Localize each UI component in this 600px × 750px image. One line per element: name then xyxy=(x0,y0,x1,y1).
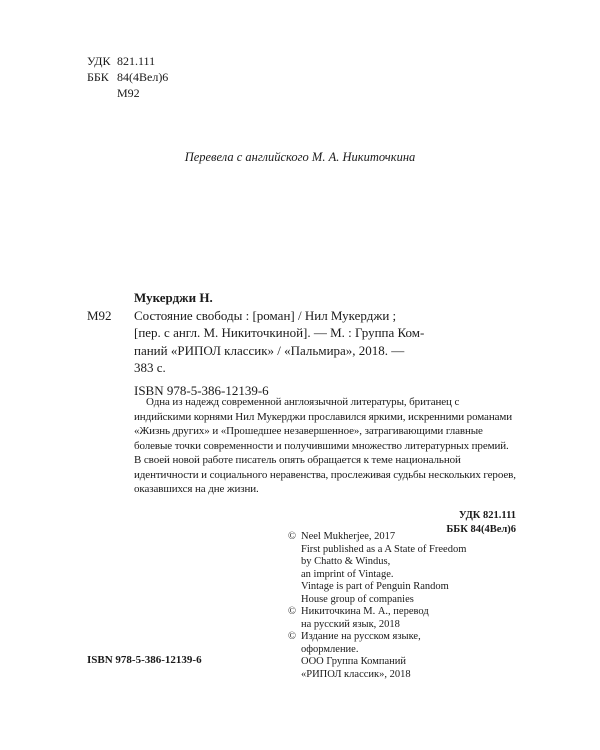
bbk-value: 84(4Вел)6 xyxy=(117,70,169,84)
copyright-block xyxy=(288,531,528,681)
copyright-line: House group of companies xyxy=(301,593,414,605)
isbn-bottom: ISBN 978-5-386-12139-6 xyxy=(87,654,202,666)
description-line: [пер. с англ. М. Никиточкиной]. — М. : Группа Ком- xyxy=(134,325,425,340)
copyright-item xyxy=(288,606,528,631)
bbk-bottom: ББК 84(4Вел)6 xyxy=(446,524,516,535)
bbk-row xyxy=(87,69,168,85)
udk-bottom: УДК 821.111 xyxy=(458,510,516,521)
copyright-line: Neel Mukherjee, 2017 xyxy=(301,531,396,542)
bbk-label: ББК xyxy=(87,70,109,84)
copyright-item xyxy=(288,531,528,606)
description-line: 383 с. xyxy=(134,360,166,375)
author-mark: М92 xyxy=(87,307,112,323)
bibliographic-description xyxy=(134,307,517,377)
copyright-line: Издание на русском языке, xyxy=(301,631,421,642)
copyright-line: ООО Группа Компаний xyxy=(301,656,406,667)
copyright-line: by Chatto & Windus, xyxy=(301,556,391,567)
entry-row xyxy=(87,307,517,377)
copyright-line: First published as a A State of Freedom xyxy=(301,543,467,555)
description-line: паний «РИПОЛ классик» / «Пальмира», 2018. — xyxy=(134,342,405,358)
annotation-text: Одна из надежд современной англоязычной литературы, британец с индийскими корнями Нил Мукерджи прославился яркими, искренними романами «Жизнь других» и «Прошедшее незавершенное», затрагивающими главные болевые точки современности и получившими множество литературных премий. В своей новой работе писатель опять обращается к теме национальной идентичности и социального неравенства, прослеживая судьбы нескольких героев, оказавшихся на дне жизни. xyxy=(134,396,516,495)
copyright-symbol: © xyxy=(288,606,296,617)
copyright-line: оформление. xyxy=(301,643,359,655)
udk-label: УДК xyxy=(87,54,111,68)
udk-row xyxy=(87,53,168,69)
classification-block xyxy=(87,53,168,101)
isbn-record: ISBN 978-5-386-12139-6 xyxy=(134,382,269,398)
copyright-symbol: © xyxy=(288,531,296,542)
translator-note: Перевела с английского М. А. Никиточкина xyxy=(184,150,416,164)
description-line: Состояние свободы : [роман] / Нил Мукерджи ; xyxy=(134,307,397,323)
copyright-line: an imprint of Vintage. xyxy=(301,568,394,580)
copyright-line: на русский язык, 2018 xyxy=(301,618,400,630)
copyright-line: Vintage is part of Penguin Random xyxy=(301,581,449,592)
copyright-line: Никиточкина М. А., перевод xyxy=(301,606,429,617)
udk-value: 821.111 xyxy=(117,54,156,68)
copyright-item xyxy=(288,631,528,681)
bibliographic-record xyxy=(87,289,517,399)
copyright-line: «РИПОЛ классик», 2018 xyxy=(301,668,411,680)
author-mark-top: М92 xyxy=(117,86,140,100)
copyright-symbol: © xyxy=(288,631,296,642)
author-heading: Мукерджи Н. xyxy=(134,290,213,305)
